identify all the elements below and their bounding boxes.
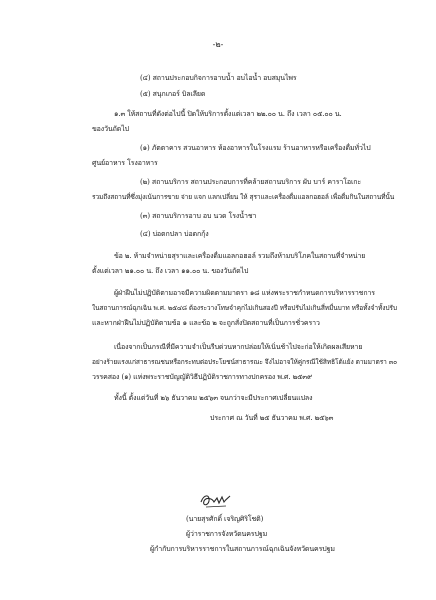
text-line: ศูนย์อาหาร โรงอาหาร <box>92 159 158 167</box>
text-line: เนื่องจากเป็นกรณีที่มีความจำเป็นรีบด่วนหากปล่อยให้เนิ่นช้าไปจะก่อให้เกิดผลเสียหาย <box>114 343 363 351</box>
text-line: ทั้งนี้ ตั้งแต่วันที่ ๒๖ ธันวาคม ๒๕๖๓ จนกว่าจะมีประกาศเปลี่ยนแปลง <box>114 394 313 402</box>
text-line: (๑) ภัตตาคาร สวนอาหาร ห้องอาหารในโรงแรม ร้านอาหารหรือเครื่องดื่มทั่วไป <box>140 144 371 152</box>
text-line: ของวันถัดไป <box>92 125 129 133</box>
text-line: ในสถานการณ์ฉุกเฉิน พ.ศ. ๒๕๔๘ ต้องระวางโทษจำคุกไม่เกินสองปี หรือปรับไม่เกินสี่หมื่นบาท หรือทั้งจำทั้งปรับ <box>92 304 397 312</box>
signatory-title: ผู้ว่าราชการจังหวัดนครปฐม <box>186 530 268 538</box>
clause-heading: ข้อ ๒. ห้ามจำหน่ายสุราและเครื่องดื่มแอลกอฮอล์ รวมถึงห้ามบริโภคในสถานที่จำหน่าย <box>114 252 366 260</box>
text-line: ตั้งแต่เวลา ๒๑.๐๐ น. ถึง เวลา ๑๑.๐๐ น. ของวันถัดไป <box>92 267 249 275</box>
text-line: (๔) บ่อตกปลา บ่อตกกุ้ง <box>140 230 209 238</box>
page-number: -๒- <box>212 40 224 49</box>
signatory-role: ผู้กำกับการบริหารราชการในสถานการณ์ฉุกเฉินจังหวัดนครปฐม <box>150 545 335 553</box>
text-line: (๓) สถานบริการอาบ อบ นวด โรงน้ำชา <box>140 212 257 220</box>
text-line: (๔) สถานประกอบกิจการอาบน้ำ อบไอน้ำ อบสมุนไพร <box>140 74 297 82</box>
text-line: รวมถึงสถานที่ซึ่งมุ่งเน้นการขาย จ่าย แจก แลกเปลี่ยน ให้ สุราและเครื่องดื่มแอลกอฮอล์ เพื่อดื่มกินในสถานที่นั้น <box>92 193 395 201</box>
signatory-name: (นายสุรศักดิ์ เจริญศิริโชติ) <box>186 515 264 523</box>
text-line: และหากฝ่าฝืนไม่ปฏิบัติตามข้อ ๑ และข้อ ๒ จะถูกสั่งปิดสถานที่เป็นการชั่วคราว <box>92 319 320 327</box>
text-line: ผู้ฝ่าฝืนไม่ปฏิบัติตามอาจมีความผิดตามมาตรา ๑๘ แห่งพระราชกำหนดการบริหารราชการ <box>114 289 375 297</box>
signature-mark <box>198 490 232 510</box>
text-line: (๒) สถานบริการ สถานประกอบการที่คล้ายสถานบริการ ผับ บาร์ คาราโอเกะ <box>140 178 362 186</box>
text-line: (๕) สนุกเกอร์ บิลเลียด <box>140 90 206 98</box>
text-line: วรรคสอง (๑) แห่งพระราชบัญญัติวิธีปฏิบัติราชการทางปกครอง พ.ศ. ๒๕๓๙ <box>92 373 313 381</box>
text-line: ๑.๓ ให้สถานที่ดังต่อไปนี้ ปิดให้บริการตั้งแต่เวลา ๒๒.๐๐ น. ถึง เวลา ๐๕.๐๐ น. <box>114 110 342 118</box>
text-line: อย่างร้ายแรงแก่สาธารณชนหรือกระทบต่อประโยชน์สาธารณะ จึงไม่อาจให้คู่กรณีใช้สิทธิโต้แย้ง ตามมาตรา ๓๐ <box>92 358 398 366</box>
announce-date: ประกาศ ณ วันที่ ๒๕ ธันวาคม พ.ศ. ๒๕๖๓ <box>210 414 334 422</box>
